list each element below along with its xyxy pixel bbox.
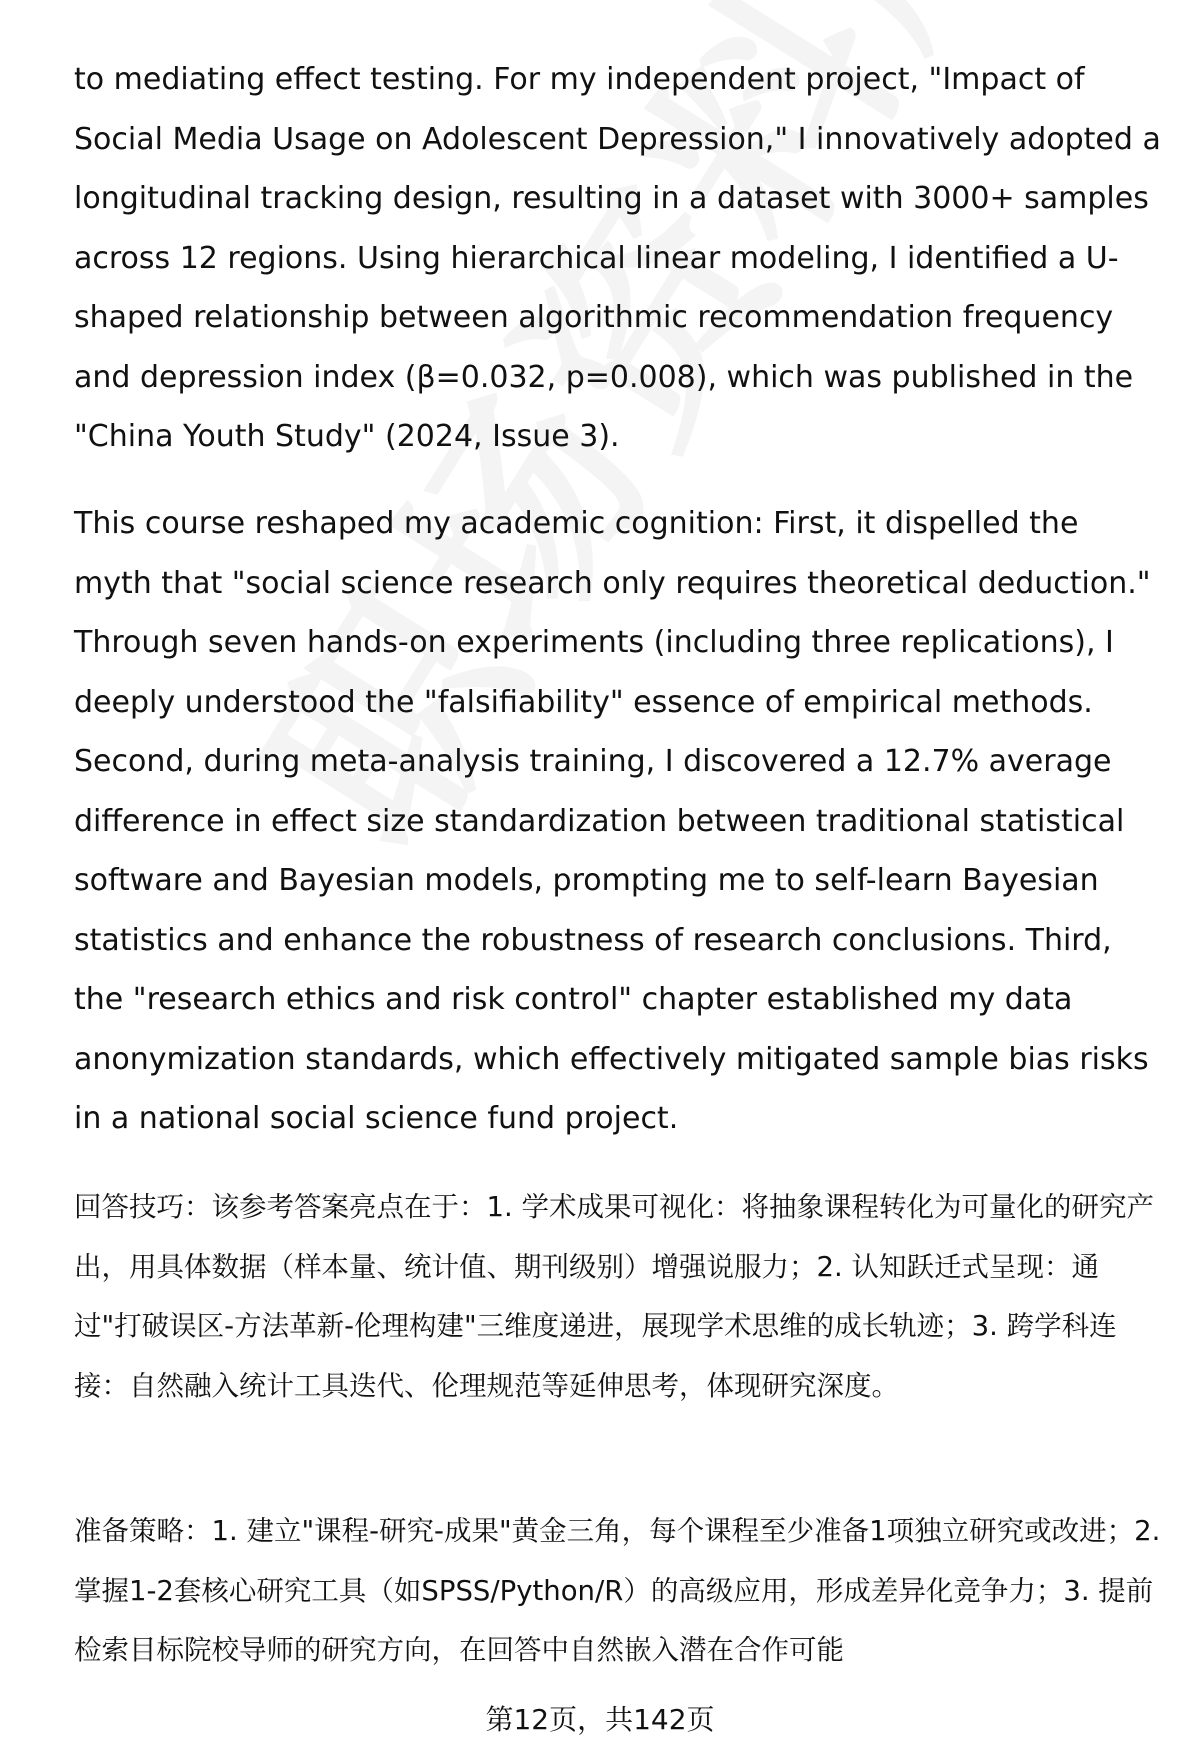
paragraph-course-reflection: This course reshaped my academic cognition: First, it dispelled the myth that "social science research only requires theoretical deduction." Through seven hands-on experiments (including three replications), I deeply understood the "falsifiability" essence of empirical methods. Second, during meta-analysis training, I discovered a 12.7% average difference in effect size standardization between traditional statistical software and Bayesian models, prompting me to self-learn Bayesian statistics and enhance the robustness of research conclusions. Third, the "research ethics and risk control" chapter established my data anonymization standards, which effectively mitigated sample bias risks in a national social science fund project. (74, 506, 1151, 1136)
paragraph-preparation-strategy: 准备策略：1. 建立"课程-研究-成果"黄金三角，每个课程至少准备1项独立研究或改进；2. 掌握1-2套核心研究工具（如SPSS/Python/R）的高级应用，形成差异化竞争力；3. 提前检索目标院校导师的研究方向，在回答中自然嵌入潜在合作可能 (74, 1515, 1161, 1666)
paragraph-research-project: to mediating effect testing. For my independent project, "Impact of Social Media Usage on Adolescent Depression," I innovatively adopted a longitudinal tracking design, resulting in a dataset with 3000+ samples across 12 regions. Using hierarchical linear modeling, I identified a U-shaped relationship between algorithmic recommendation frequency and depression index (β=0.032, p=0.008), which was published in the "China Youth Study" (2024, Issue 3). (74, 62, 1161, 454)
paragraph-answer-tips: 回答技巧：该参考答案亮点在于：1. 学术成果可视化：将抽象课程转化为可量化的研究产出，用具体数据（样本量、统计值、期刊级别）增强说服力；2. 认知跃迁式呈现：通过"打破误区-方法革新-伦理构建"三维度递进，展现学术思维的成长轨迹；3. 跨学科连接：自然融入统计工具迭代、伦理规范等延伸思考，体现研究深度。 (74, 1191, 1154, 1402)
page-number-footer: 第12页，共142页 (485, 1703, 715, 1736)
